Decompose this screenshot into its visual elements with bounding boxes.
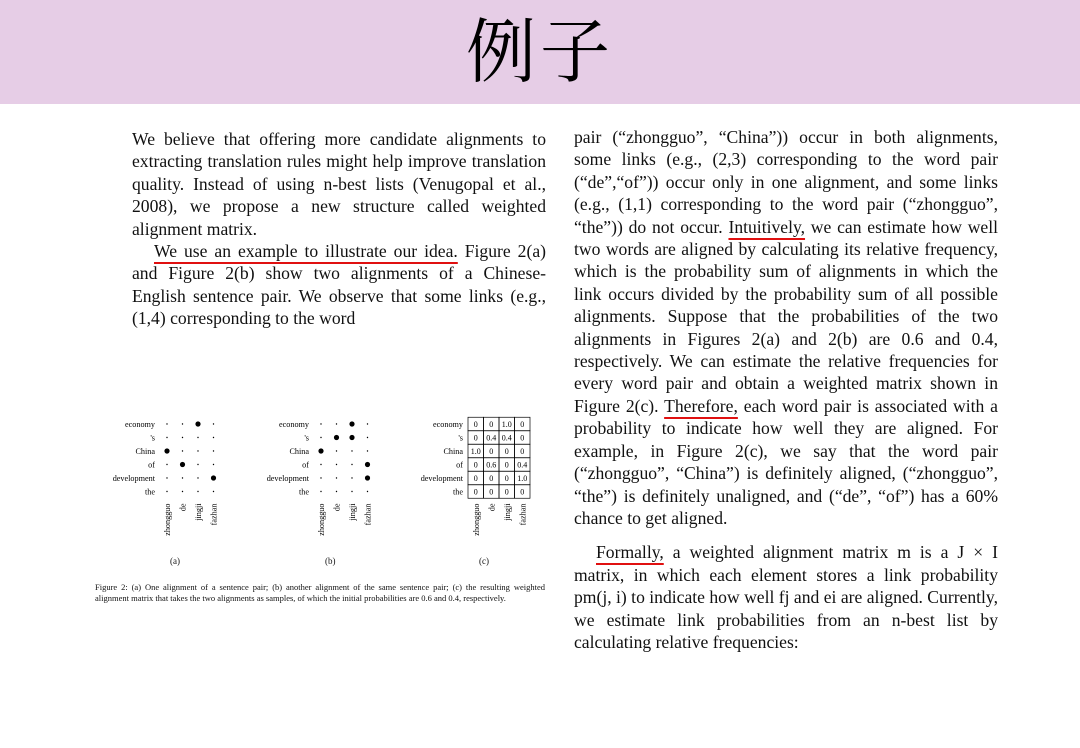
- empty-cell: [351, 491, 352, 492]
- matrix-value: 1.0: [470, 447, 481, 456]
- empty-cell: [166, 464, 167, 465]
- alignment-link: [195, 421, 200, 426]
- weighted-matrix-c: [421, 417, 530, 536]
- matrix-value: 0.4: [501, 433, 512, 443]
- empty-cell: [182, 477, 183, 478]
- matrix-value: 0: [489, 474, 494, 483]
- col-label: fazhan: [363, 503, 373, 526]
- alignment-link: [334, 435, 339, 440]
- empty-cell: [213, 464, 214, 465]
- underlined-therefore: Therefore,: [664, 395, 738, 416]
- col-label: zhongguo: [163, 503, 172, 536]
- left-paragraph-2: [132, 240, 546, 330]
- col-label: de: [487, 503, 497, 512]
- empty-cell: [336, 450, 337, 451]
- underlined-formally: Formally,: [596, 542, 664, 563]
- empty-cell: [336, 491, 337, 492]
- underlined-sentence: We use an example to illustrate our idea.: [154, 241, 458, 262]
- empty-cell: [182, 491, 183, 492]
- matrix-value: 0: [489, 487, 494, 497]
- empty-cell: [320, 491, 321, 492]
- empty-cell: [367, 437, 368, 438]
- col-label: de: [178, 503, 188, 512]
- col-label: jingji: [348, 503, 357, 521]
- row-label: development: [266, 474, 309, 483]
- empty-cell: [197, 450, 198, 451]
- empty-cell: [320, 477, 321, 478]
- row-label: economy: [432, 420, 463, 429]
- empty-cell: [336, 423, 337, 424]
- matrix-value: 0.6: [486, 460, 497, 470]
- empty-cell: [336, 464, 337, 465]
- empty-cell: [367, 491, 368, 492]
- matrix-value: 0: [504, 447, 509, 456]
- empty-cell: [213, 491, 214, 492]
- empty-cell: [213, 450, 214, 451]
- matrix-value: 0: [504, 474, 509, 483]
- matrix-value: 0: [489, 447, 494, 456]
- empty-cell: [182, 450, 183, 451]
- empty-cell: [197, 464, 198, 465]
- col-label: fazhan: [518, 503, 528, 526]
- matrix-value: 0: [520, 447, 525, 456]
- alignment-figure: [92, 410, 542, 560]
- row-label: 's: [458, 433, 463, 443]
- row-label: the: [452, 487, 463, 497]
- col-label: zhongguo: [317, 503, 326, 536]
- alignment-link: [365, 462, 370, 467]
- empty-cell: [367, 423, 368, 424]
- left-column: [132, 128, 546, 330]
- empty-cell: [320, 437, 321, 438]
- empty-cell: [351, 477, 352, 478]
- row-label: economy: [124, 420, 155, 429]
- matrix-value: 0: [473, 487, 478, 497]
- empty-cell: [213, 423, 214, 424]
- alignment-link: [318, 448, 323, 453]
- matrix-value: 0: [520, 433, 525, 443]
- row-label: China: [135, 447, 155, 456]
- figure-caption: Figure 2: (a) One alignment of a sentence pair; (b) another alignment of the same sentence pair; (c) the resulting weighted alignment matrix that takes the two alignments as samples, of which the initial probabilities are 0.6 and 0.4, respectively.: [95, 582, 545, 603]
- row-label: the: [144, 487, 155, 497]
- row-label: of: [456, 460, 463, 470]
- col-label: de: [332, 503, 342, 512]
- row-label: China: [443, 447, 463, 456]
- col-label: zhongguo: [471, 503, 481, 536]
- matrix-value: 0: [473, 460, 478, 470]
- sublabel-c: (c): [479, 556, 489, 566]
- matrix-value: 0: [504, 487, 509, 497]
- row-label: 's: [304, 433, 309, 443]
- empty-cell: [351, 464, 352, 465]
- empty-cell: [197, 491, 198, 492]
- empty-cell: [166, 437, 167, 438]
- matrix-value: 0.4: [517, 460, 528, 470]
- col-label: fazhan: [209, 503, 219, 526]
- col-label: jingji: [194, 503, 203, 521]
- row-label: development: [112, 474, 155, 483]
- right-paragraph-1: [574, 126, 998, 529]
- matrix-value: 0: [489, 420, 494, 429]
- sublabel-a: (a): [170, 556, 180, 566]
- empty-cell: [197, 477, 198, 478]
- sublabel-b: (b): [325, 556, 336, 566]
- right-paragraph-2: [574, 541, 998, 653]
- left-paragraph-1: We believe that offering more candidate alignments to extracting translation rules might help improve translation quality. Instead of using n-best lists (Venugopal et al., 2008), we propose a new structure called weighted alignment matrix.: [132, 129, 546, 239]
- alignment-link: [180, 462, 185, 467]
- right-p1-start: pair (“zhongguo”, “China”)) occur in both alignments, some links (e.g., (2,3) corresponding to the word pair (“de”,“of”)) occur only in one alignment, and some links (e.g., (1,1) corresponding to the word pair (“zhongguo”, “the”)) do not occur.: [574, 127, 998, 237]
- empty-cell: [351, 450, 352, 451]
- slide-header: [0, 0, 1080, 104]
- empty-cell: [336, 477, 337, 478]
- matrix-value: 1.0: [501, 420, 512, 429]
- alignment-link: [349, 421, 354, 426]
- matrix-value: 0: [520, 487, 525, 497]
- matrix-value: 0: [520, 420, 525, 429]
- alignment-link: [164, 448, 169, 453]
- slide-title: 例子: [466, 11, 614, 93]
- right-p1-middle: we can estimate how well two words are aligned by calculating its relative frequency, which is the probability sum of alignments in which the link occurs divided by the probability sum of all possible alignments. Suppose that the probabilities of the two alignments in Figures 2(a) and 2(b) are 0.6 and 0.4, respectively. We can estimate the relative frequencies for every word pair and obtain a weighted matrix shown in Figure 2(c).: [574, 216, 998, 416]
- alignment-b: [267, 420, 373, 536]
- matrix-value: 0: [504, 460, 509, 470]
- row-label: the: [298, 487, 309, 497]
- row-label: 's: [150, 433, 155, 443]
- underlined-intuitively: Intuitively,: [728, 216, 806, 237]
- empty-cell: [166, 423, 167, 424]
- matrix-value: 0: [473, 474, 478, 483]
- row-label: development: [420, 474, 463, 483]
- alignment-link: [211, 475, 216, 480]
- matrix-value: 0: [473, 420, 478, 429]
- matrix-value: 1.0: [517, 474, 528, 483]
- alignment-link: [349, 435, 354, 440]
- right-p2-rest: a weighted alignment matrix m is a J × I matrix, in which each element stores a link probability pm(j, i) to indicate how well fj and ei are aligned. Currently, we estimate link probabilities from an n-best list by calculating relative frequencies:: [574, 542, 998, 652]
- row-label: China: [289, 447, 309, 456]
- empty-cell: [166, 491, 167, 492]
- empty-cell: [182, 423, 183, 424]
- empty-cell: [213, 437, 214, 438]
- empty-cell: [320, 464, 321, 465]
- empty-cell: [320, 423, 321, 424]
- row-label: of: [148, 460, 155, 470]
- row-label: economy: [278, 420, 309, 429]
- alignment-a: [113, 420, 219, 536]
- empty-cell: [367, 450, 368, 451]
- row-label: of: [302, 460, 309, 470]
- right-p1-end: each word pair is associated with a probability to indicate how well they are aligned. For example, in Figure 2(c), we say that the word pair (“zhongguo”, “China”) is definitely aligned, (“zhongguo”, “the”) is definitely unaligned, and (“de”, “of”) has a 60% chance to get aligned.: [574, 395, 998, 528]
- empty-cell: [166, 477, 167, 478]
- empty-cell: [197, 437, 198, 438]
- empty-cell: [182, 437, 183, 438]
- matrix-value: 0.4: [486, 433, 497, 443]
- right-column: [574, 126, 998, 653]
- col-label: jingji: [502, 503, 512, 521]
- matrix-value: 0: [473, 433, 478, 443]
- left-paragraph-2-rest: Figure 2(a) and Figure 2(b) show two alignments of a Chinese-English sentence pair. We observe that some links (e.g., (1,4) corresponding to the word: [132, 241, 546, 329]
- alignment-link: [365, 475, 370, 480]
